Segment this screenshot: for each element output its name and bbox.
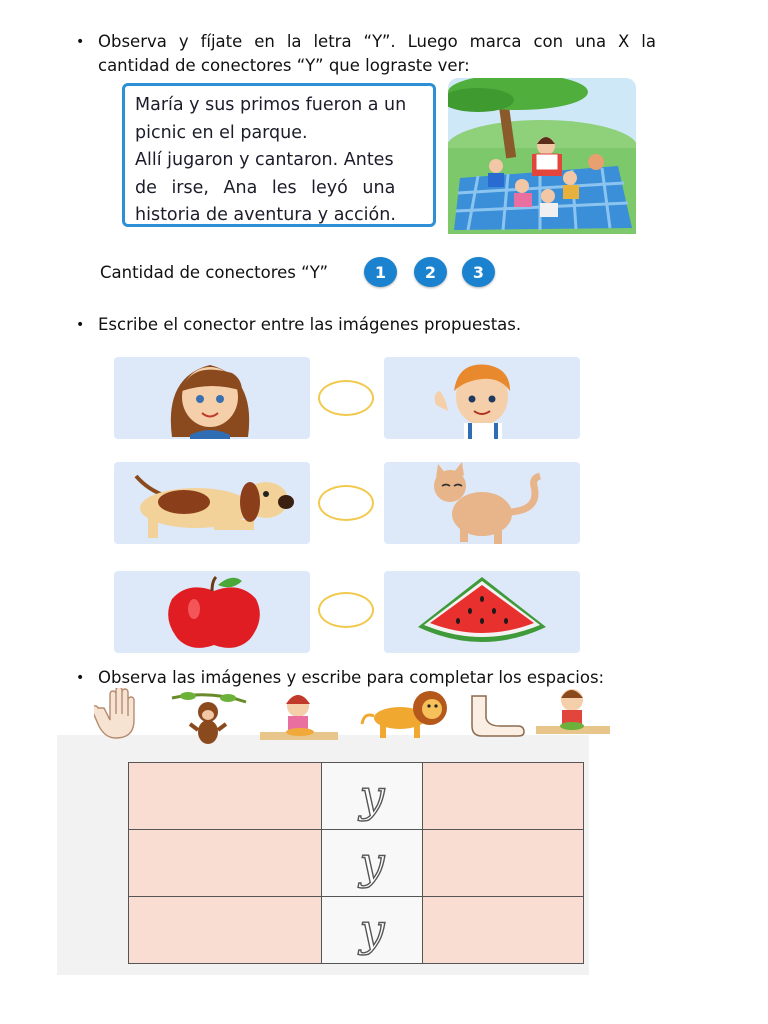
- story-line: picnic en el parque.: [135, 122, 308, 143]
- monkey-icon: [168, 690, 250, 748]
- instruction-1-line-2: cantidad de conectores “Y” que lograste ver:: [98, 56, 470, 75]
- bullet-point: •: [76, 670, 85, 686]
- picnic-illustration: [448, 78, 636, 234]
- connector-ring[interactable]: [318, 380, 374, 416]
- card-apple: [114, 571, 310, 653]
- card-dog: [114, 462, 310, 544]
- watermelon-slice-icon: [384, 571, 580, 653]
- card-cat: [384, 462, 580, 544]
- count-option-2[interactable]: 2: [414, 257, 447, 287]
- card-girl: [114, 357, 310, 439]
- instruction-2-text: Escribe el conector entre las imágenes propuestas.: [98, 315, 522, 334]
- girl-face-icon: [114, 357, 310, 439]
- boy-eating-icon: [536, 686, 610, 736]
- connector-cell: [322, 830, 423, 897]
- story-line: María y sus primos fueron a un: [135, 95, 407, 115]
- connector-cell: [322, 897, 423, 964]
- story-line: Allí jugaron y cantaron. Antes: [135, 150, 394, 170]
- answer-cell-left[interactable]: [129, 897, 322, 964]
- foot-icon: [462, 694, 526, 738]
- connector-cell: [322, 763, 423, 830]
- bullet-point: •: [76, 317, 85, 333]
- story-text-box: [122, 83, 436, 227]
- table-row: [129, 830, 584, 897]
- connector-letter: y: [359, 770, 385, 822]
- girl-eating-icon: [260, 690, 338, 742]
- connector-table: [128, 762, 584, 964]
- connector-ring[interactable]: [318, 485, 374, 521]
- boy-face-icon: [384, 357, 580, 439]
- answer-cell-left[interactable]: [129, 763, 322, 830]
- table-row: [129, 763, 584, 830]
- connector-count-label: Cantidad de conectores “Y”: [100, 263, 329, 282]
- answer-cell-right[interactable]: [423, 830, 584, 897]
- connector-letter: y: [359, 837, 385, 889]
- bullet-point: •: [76, 34, 85, 50]
- answer-cell-right[interactable]: [423, 763, 584, 830]
- table-row: [129, 897, 584, 964]
- instruction-1: [76, 30, 656, 78]
- story-line: historia de aventura y acción.: [135, 205, 396, 225]
- connector-letter: y: [359, 904, 385, 956]
- instruction-3: [76, 666, 604, 690]
- instruction-1-line-1: Observa y fíjate en la letra “Y”. Luego marca con una X la: [98, 32, 656, 51]
- cat-icon: [384, 462, 580, 544]
- apple-icon: [114, 571, 310, 653]
- instruction-2: [76, 313, 521, 337]
- answer-cell-left[interactable]: [129, 830, 322, 897]
- card-boy: [384, 357, 580, 439]
- hand-icon: [94, 688, 148, 740]
- card-watermelon: [384, 571, 580, 653]
- count-option-3[interactable]: 3: [462, 257, 495, 287]
- lion-icon: [360, 688, 452, 740]
- instruction-3-text: Observa las imágenes y escribe para completar los espacios:: [98, 668, 605, 687]
- count-option-1[interactable]: 1: [364, 257, 397, 287]
- dog-icon: [114, 462, 310, 544]
- story-line: de irse, Ana les leyó una: [135, 177, 396, 198]
- connector-ring[interactable]: [318, 592, 374, 628]
- answer-cell-right[interactable]: [423, 897, 584, 964]
